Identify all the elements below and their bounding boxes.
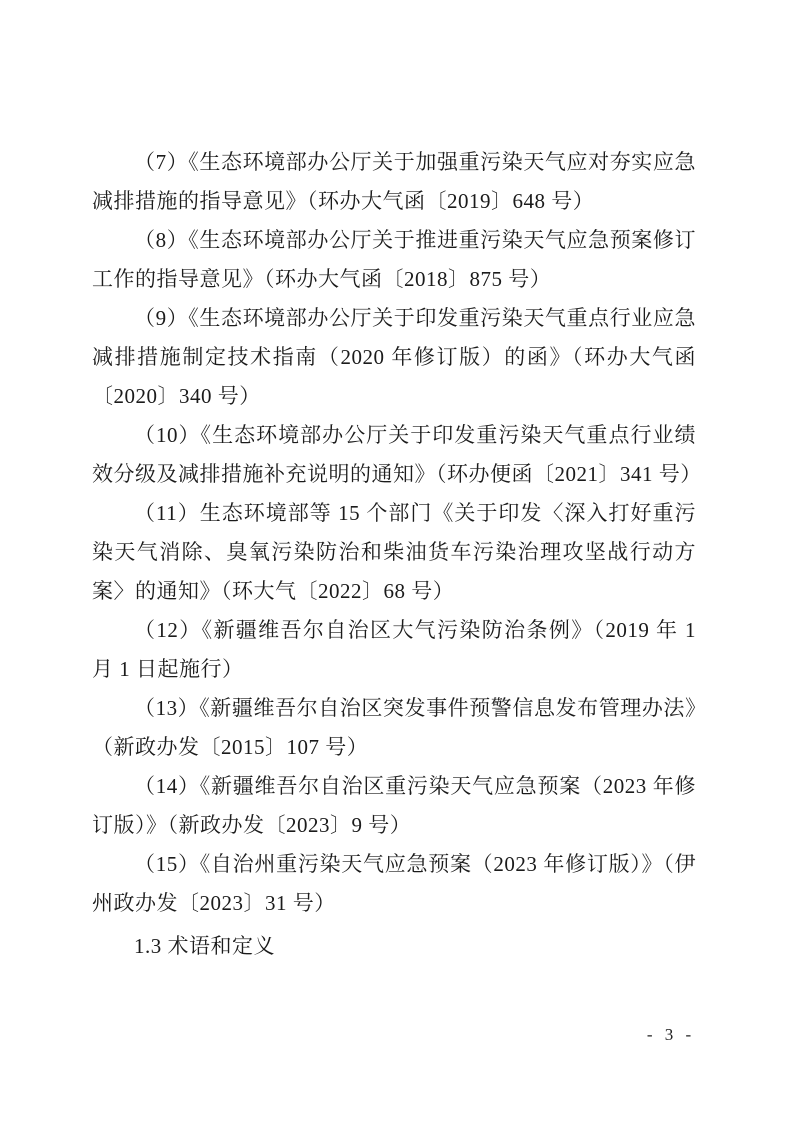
section-heading: 1.3 术语和定义 [134,934,275,958]
reference-item-14: （14）《新疆维吾尔自治区重污染天气应急预案（2023 年修订版）》（新政办发〔2023〕9 号） [92,774,696,837]
page-number: - 3 - [646,1025,696,1044]
reference-item-8: （8）《生态环境部办公厅关于推进重污染天气应急预案修订工作的指导意见》（环办大气函〔2018〕875 号） [92,228,696,291]
reference-item-12: （12）《新疆维吾尔自治区大气污染防治条例》（2019 年 1 月 1 日起施行） [92,618,696,681]
reference-item-9: （9）《生态环境部办公厅关于印发重污染天气重点行业应急减排措施制定技术指南（2020 年修订版）的函》（环办大气函〔2020〕340 号） [92,306,696,408]
reference-item-15: （15）《自治州重污染天气应急预案（2023 年修订版）》（伊州政办发〔2023〕31 号） [92,852,696,915]
reference-item-7: （7）《生态环境部办公厅关于加强重污染天气应对夯实应急减排措施的指导意见》（环办大气函〔2019〕648 号） [92,150,696,213]
reference-item-10: （10）《生态环境部办公厅关于印发重污染天气重点行业绩效分级及减排措施补充说明的通知》（环办便函〔2021〕341 号） [92,423,702,486]
reference-item-13: （13）《新疆维吾尔自治区突发事件预警信息发布管理办法》（新政办发〔2015〕107 号） [92,696,696,759]
reference-item-11: （11）生态环境部等 15 个部门《关于印发〈深入打好重污染天气消除、臭氧污染防治和柴油货车污染治理攻坚战行动方案〉的通知》（环大气〔2022〕68 号） [92,501,696,603]
reference-list [92,143,702,987]
